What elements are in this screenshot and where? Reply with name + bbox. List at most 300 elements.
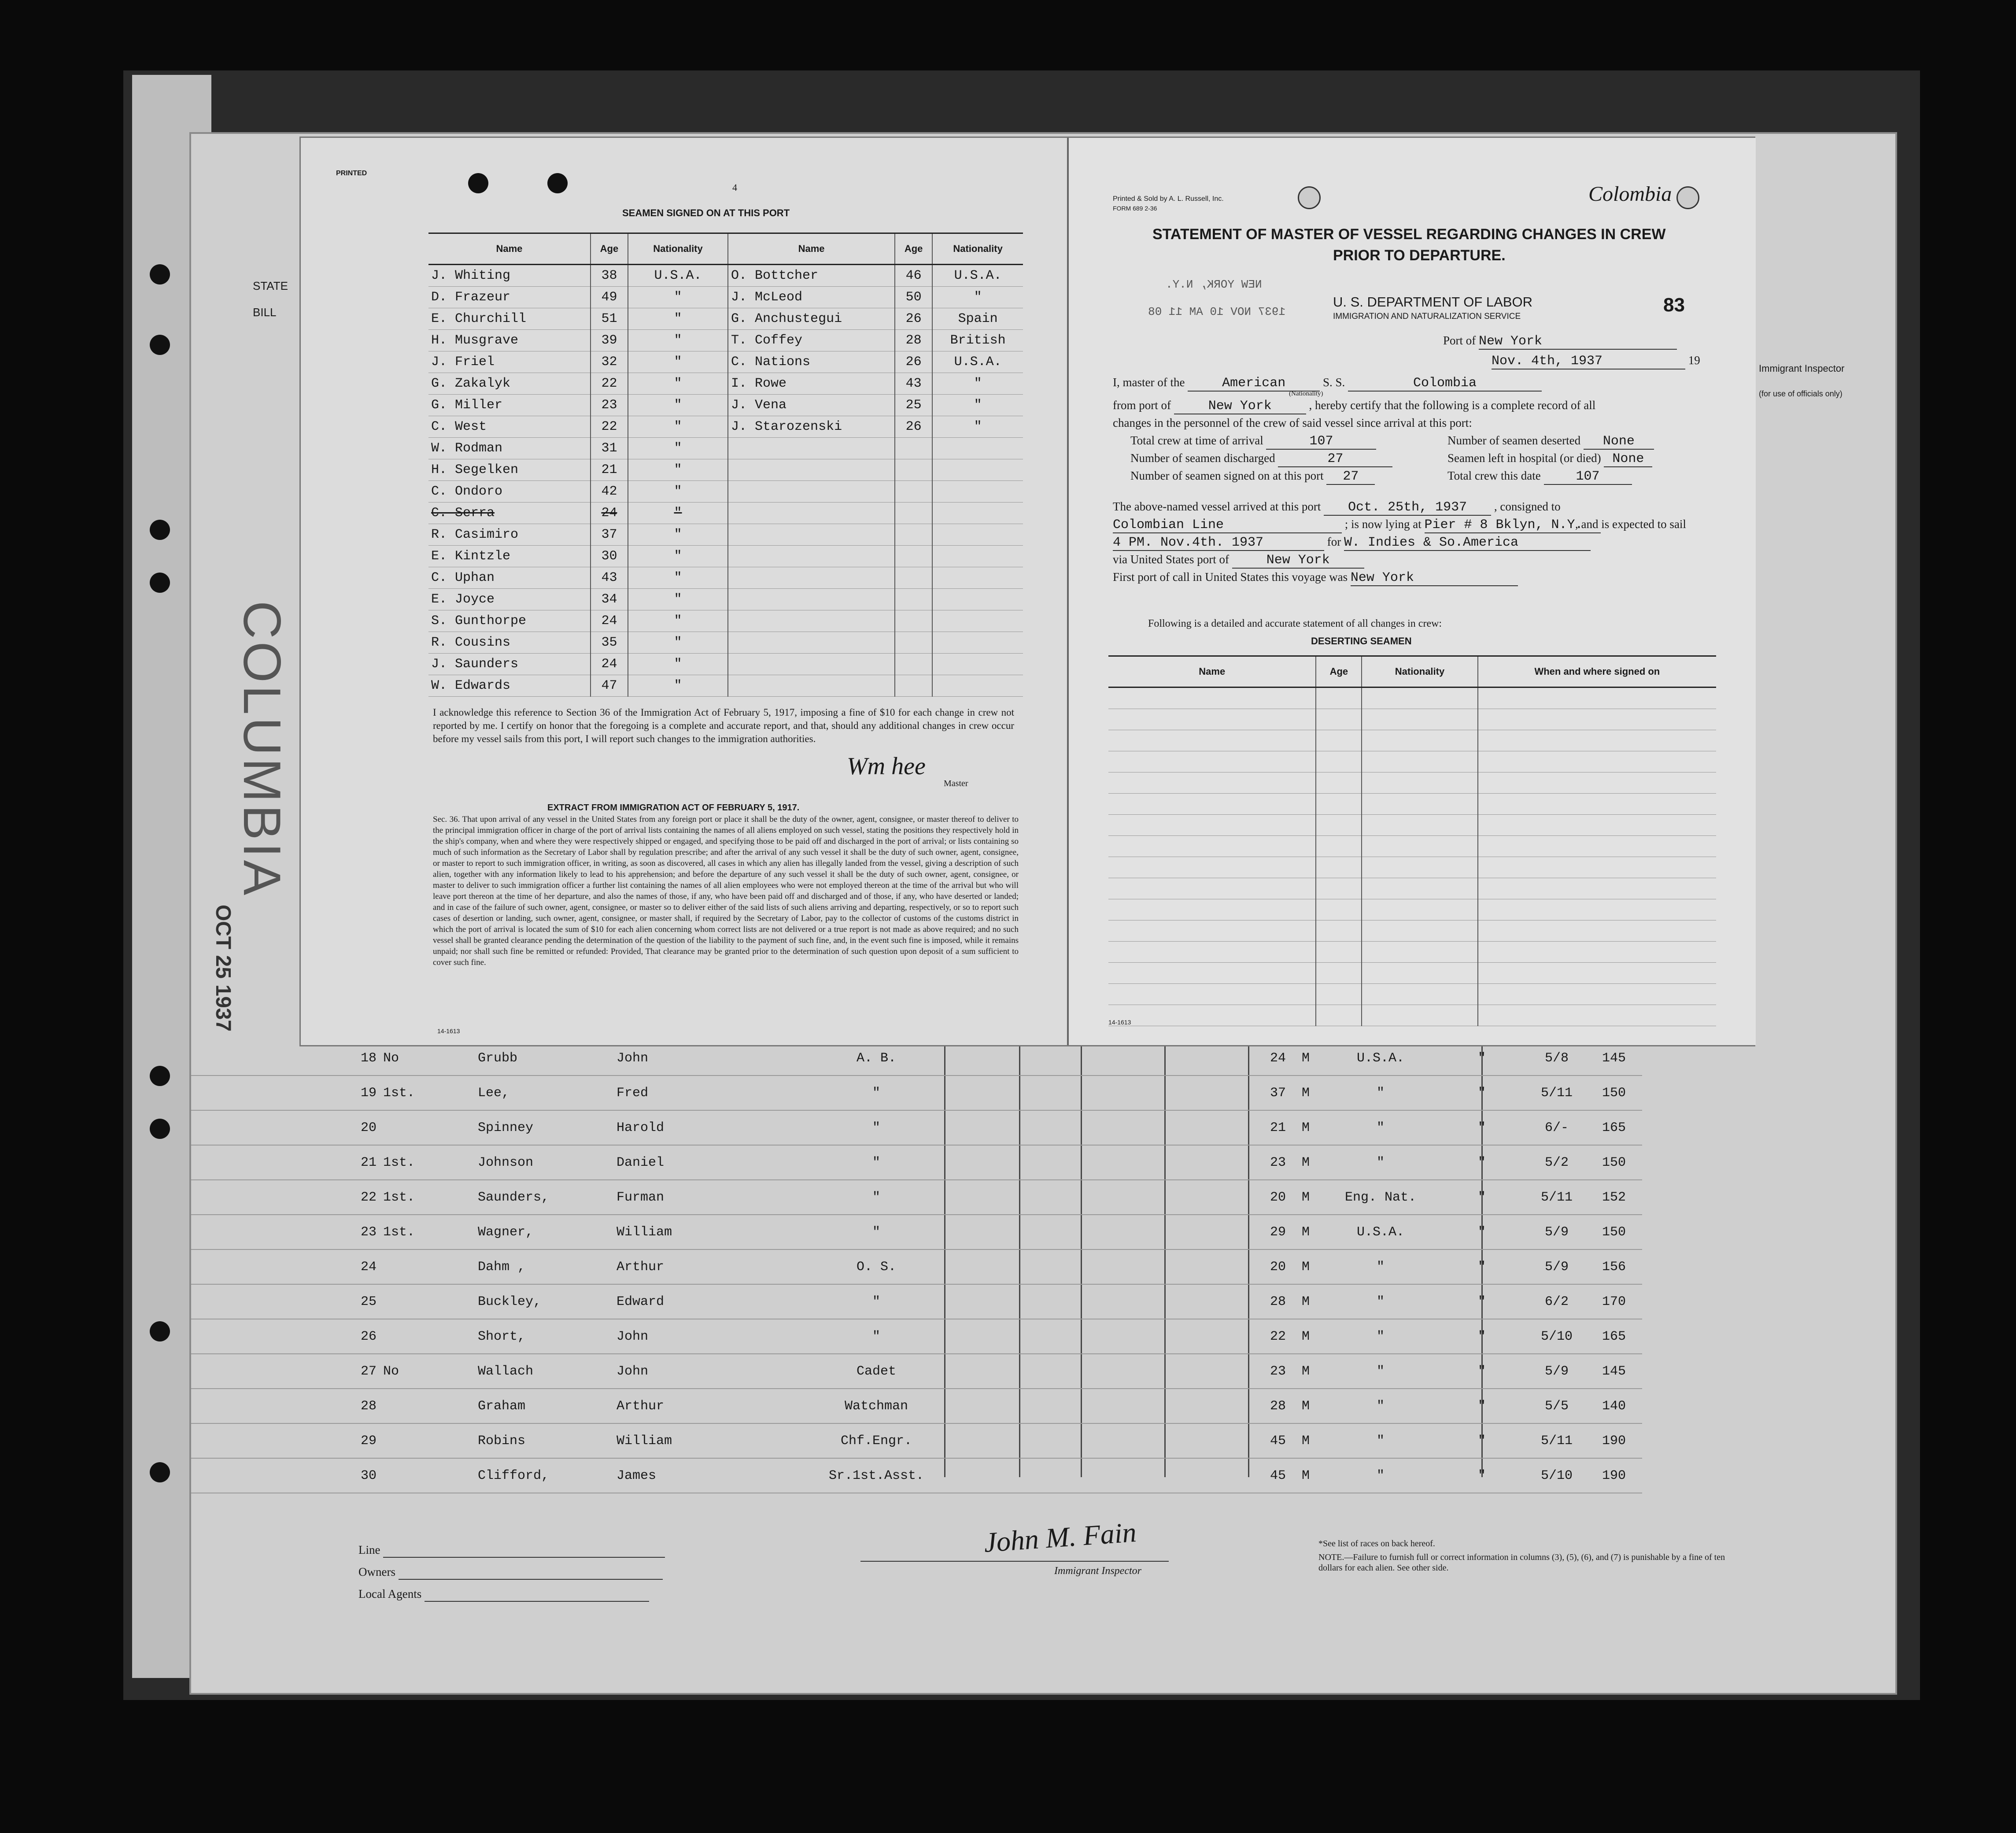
- given-name-cell: John: [616, 1041, 777, 1075]
- empty-cell: [1108, 772, 1316, 794]
- seaman-name: J. Whiting: [428, 265, 591, 287]
- ss-label: S. S.: [1322, 376, 1345, 389]
- age-cell: 21: [982, 1110, 1292, 1145]
- form-number: FORM 689 2-36: [1113, 205, 1157, 212]
- arrived-label: The above-named vessel arrived at this port: [1113, 500, 1321, 513]
- ditto-cell: ": [1442, 1423, 1528, 1458]
- empty-cell: [1478, 963, 1716, 984]
- empty-cell: [1316, 772, 1362, 794]
- weight-cell: 140: [1591, 1389, 1642, 1423]
- weight-cell: 150: [1591, 1075, 1642, 1110]
- sex-cell: M: [1292, 1389, 1325, 1423]
- master-statement-sheet: [299, 137, 1755, 1046]
- table-row: [191, 1249, 1642, 1284]
- seaman-nationality: [932, 589, 1023, 610]
- seaman-nationality: ": [628, 481, 728, 503]
- seaman-age: 38: [591, 265, 628, 287]
- weight-cell: 190: [1591, 1458, 1642, 1493]
- date-value: Nov. 4th, 1937: [1492, 354, 1685, 370]
- status-cell: [383, 1389, 477, 1423]
- empty-cell: [1316, 878, 1362, 899]
- first-port-label: First port of call in United States this voyage was: [1113, 570, 1348, 584]
- nationality-cell: ": [1325, 1389, 1442, 1423]
- status-cell: 1st.: [383, 1180, 477, 1215]
- ditto-cell: ": [1442, 1180, 1528, 1215]
- seaman-name: W. Edwards: [428, 675, 591, 697]
- consignee-line: [1113, 517, 1601, 533]
- empty-cell: [1362, 709, 1477, 730]
- col-name-2: Name: [728, 233, 895, 265]
- row-number: 26: [191, 1319, 383, 1354]
- table-row: [191, 1423, 1642, 1458]
- seaman-age: 39: [591, 330, 628, 351]
- seaman-nationality: ": [932, 416, 1023, 438]
- empty-cell: [1362, 899, 1477, 920]
- deserting-table: [1108, 655, 1716, 1026]
- master-of-line: [1113, 376, 1542, 392]
- seaman-name: C. Ondoro: [428, 481, 591, 503]
- table-row: [191, 1075, 1642, 1110]
- seaman-nationality: ": [628, 308, 728, 330]
- deserting-col-nat: Nationality: [1362, 656, 1477, 687]
- port-line: [1443, 334, 1677, 350]
- seaman-nationality: [932, 567, 1023, 589]
- given-name-cell: John: [616, 1354, 777, 1389]
- empty-cell: [1108, 857, 1316, 878]
- rating-cell: Cadet: [777, 1354, 982, 1389]
- surname-cell: Buckley,: [477, 1284, 616, 1319]
- received-stamp-2: NEW YORK, N.Y.: [1166, 278, 1262, 291]
- nationality-cell: ": [1325, 1423, 1442, 1458]
- vessel-name-stamp: COLUMBIA: [233, 601, 292, 898]
- status-cell: [383, 1458, 477, 1493]
- seaman-name: [728, 481, 895, 503]
- empty-cell: [1478, 730, 1716, 751]
- seaman-nationality: U.S.A.: [932, 265, 1023, 287]
- empty-cell: [1316, 984, 1362, 1005]
- table-row: [428, 287, 1023, 308]
- surname-cell: Short,: [477, 1319, 616, 1354]
- sex-cell: M: [1292, 1180, 1325, 1215]
- seaman-name: C. West: [428, 416, 591, 438]
- given-name-cell: Edward: [616, 1284, 777, 1319]
- binder-hole: [150, 335, 170, 355]
- surname-cell: Lee,: [477, 1075, 616, 1110]
- age-cell: 29: [982, 1215, 1292, 1249]
- table-row: [428, 330, 1023, 351]
- status-cell: 1st.: [383, 1215, 477, 1249]
- seaman-nationality: ": [628, 589, 728, 610]
- table-row: [191, 1389, 1642, 1423]
- agents-field: [425, 1587, 649, 1602]
- seaman-nationality: ": [628, 524, 728, 546]
- surname-cell: Saunders,: [477, 1180, 616, 1215]
- form-code-right: 14-1613: [1108, 1019, 1131, 1026]
- table-row: [428, 395, 1023, 416]
- arrival-crew-line: [1130, 434, 1376, 450]
- ditto-cell: ": [1442, 1389, 1528, 1423]
- empty-cell: [1108, 836, 1316, 857]
- table-row: [191, 1458, 1642, 1493]
- empty-cell: [1362, 772, 1477, 794]
- ditto-cell: ": [1442, 1041, 1528, 1075]
- given-name-cell: Fred: [616, 1075, 777, 1110]
- agents-label-text: Local Agents: [358, 1587, 422, 1600]
- rating-cell: ": [777, 1075, 982, 1110]
- seaman-nationality: [932, 481, 1023, 503]
- seaman-nationality: ": [628, 438, 728, 459]
- given-name-cell: William: [616, 1215, 777, 1249]
- owners-field: [399, 1565, 663, 1580]
- printed-mark: PRINTED: [336, 170, 367, 177]
- empty-cell: [1362, 920, 1477, 942]
- inspector-signature-line: [860, 1561, 1169, 1562]
- seaman-nationality: [932, 524, 1023, 546]
- row-number: 29: [191, 1423, 383, 1458]
- seaman-nationality: [932, 546, 1023, 567]
- deserting-col-name: Name: [1108, 656, 1316, 687]
- seaman-age: 34: [591, 589, 628, 610]
- consignee-value: Colombian Line: [1113, 517, 1342, 533]
- seaman-nationality: U.S.A.: [628, 265, 728, 287]
- ditto-cell: ": [1442, 1215, 1528, 1249]
- signed-on-table: [428, 233, 1023, 697]
- empty-cell: [1478, 687, 1716, 709]
- binder-hole: [1676, 186, 1699, 209]
- table-row: [191, 1145, 1642, 1180]
- first-port-value: New York: [1351, 570, 1518, 586]
- seaman-nationality: ": [932, 395, 1023, 416]
- from-port-line: [1113, 399, 1595, 414]
- given-name-cell: Arthur: [616, 1249, 777, 1284]
- seaman-age: 30: [591, 546, 628, 567]
- seaman-age: 22: [591, 416, 628, 438]
- ditto-cell: ": [1442, 1075, 1528, 1110]
- age-cell: 23: [982, 1354, 1292, 1389]
- weight-cell: 170: [1591, 1284, 1642, 1319]
- given-name-cell: Arthur: [616, 1389, 777, 1423]
- seaman-name: [728, 610, 895, 632]
- seaman-name: J. McLeod: [728, 287, 895, 308]
- consigned-label: , consigned to: [1494, 500, 1561, 513]
- via-label: via United States port of: [1113, 553, 1229, 566]
- table-row: [1108, 836, 1716, 857]
- empty-cell: [1108, 942, 1316, 963]
- seaman-name: R. Cousins: [428, 632, 591, 654]
- seaman-age: 49: [591, 287, 628, 308]
- owners-label-text: Owners: [358, 1565, 395, 1578]
- seaman-name: [728, 632, 895, 654]
- nationality-cell: ": [1325, 1284, 1442, 1319]
- inspector-side-note: Immigrant Inspector: [1759, 363, 1845, 374]
- sex-cell: M: [1292, 1319, 1325, 1354]
- deserted-label: Number of seamen deserted: [1447, 434, 1581, 447]
- port-label: Port of: [1443, 334, 1476, 347]
- empty-cell: [1362, 984, 1477, 1005]
- empty-cell: [1362, 730, 1477, 751]
- seaman-age: 42: [591, 481, 628, 503]
- seaman-name: I. Rowe: [728, 373, 895, 395]
- binder-hole: [150, 520, 170, 540]
- date-stamp: OCT 25 1937: [211, 905, 235, 1032]
- seaman-nationality: [932, 459, 1023, 481]
- empty-cell: [1316, 836, 1362, 857]
- empty-cell: [1362, 815, 1477, 836]
- deserted-value: None: [1584, 434, 1654, 450]
- empty-cell: [1108, 963, 1316, 984]
- row-number: 30: [191, 1458, 383, 1493]
- nationality-cell: U.S.A.: [1325, 1041, 1442, 1075]
- extract-heading: EXTRACT FROM IMMIGRATION ACT OF FEBRUARY 5, 1917.: [547, 803, 800, 813]
- officials-side-note: (for use of officials only): [1759, 389, 1842, 398]
- seaman-age: [895, 610, 932, 632]
- seaman-age: 43: [591, 567, 628, 589]
- from-port-label: from port of: [1113, 399, 1171, 412]
- seaman-nationality: ": [628, 546, 728, 567]
- rating-cell: ": [777, 1110, 982, 1145]
- total-crew-line: [1447, 469, 1632, 485]
- nationality-label: (Nationality): [1289, 390, 1323, 397]
- weight-cell: 190: [1591, 1423, 1642, 1458]
- empty-cell: [1316, 1005, 1362, 1026]
- empty-cell: [1316, 730, 1362, 751]
- sex-cell: M: [1292, 1354, 1325, 1389]
- empty-cell: [1478, 942, 1716, 963]
- empty-cell: [1316, 794, 1362, 815]
- table-row: [1108, 942, 1716, 963]
- empty-cell: [1362, 794, 1477, 815]
- empty-cell: [1478, 899, 1716, 920]
- age-cell: 28: [982, 1389, 1292, 1423]
- row-number: 20: [191, 1110, 383, 1145]
- deserting-heading: DESERTING SEAMEN: [1311, 636, 1412, 647]
- destination-value: W. Indies & So.America: [1344, 535, 1591, 551]
- table-row: [428, 632, 1023, 654]
- department-name: U. S. DEPARTMENT OF LABOR: [1333, 294, 1533, 310]
- rating-cell: ": [777, 1180, 982, 1215]
- arrival-crew-value: 107: [1266, 434, 1376, 450]
- table-row: [1108, 920, 1716, 942]
- height-cell: 5/9: [1528, 1215, 1591, 1249]
- seaman-age: 37: [591, 524, 628, 546]
- seaman-age: 21: [591, 459, 628, 481]
- weight-cell: 150: [1591, 1145, 1642, 1180]
- table-row: [1108, 1005, 1716, 1026]
- empty-cell: [1108, 1005, 1316, 1026]
- empty-cell: [1478, 984, 1716, 1005]
- seaman-age: [895, 675, 932, 697]
- seaman-name: W. Rodman: [428, 438, 591, 459]
- row-number: 19: [191, 1075, 383, 1110]
- certify-text: , hereby certify that the following is a complete record of all: [1309, 399, 1596, 412]
- seaman-nationality: ": [932, 287, 1023, 308]
- rating-cell: ": [777, 1319, 982, 1354]
- empty-cell: [1362, 963, 1477, 984]
- seaman-name: G. Anchustegui: [728, 308, 895, 330]
- empty-cell: [1316, 920, 1362, 942]
- age-cell: 45: [982, 1423, 1292, 1458]
- sex-cell: M: [1292, 1075, 1325, 1110]
- sex-cell: M: [1292, 1284, 1325, 1319]
- lying-value: Pier # 8 Bklyn, N.Y.: [1425, 517, 1601, 533]
- line-label: [358, 1543, 665, 1558]
- seaman-age: [895, 546, 932, 567]
- arrived-value: Oct. 25th, 1937: [1324, 500, 1491, 516]
- empty-cell: [1316, 942, 1362, 963]
- table-row: [428, 416, 1023, 438]
- from-port-value: New York: [1174, 399, 1306, 414]
- seaman-nationality: ": [628, 351, 728, 373]
- seaman-age: [895, 632, 932, 654]
- age-cell: 22: [982, 1319, 1292, 1354]
- seaman-name: [728, 589, 895, 610]
- via-line: [1113, 553, 1364, 569]
- binder-hole: [1298, 186, 1321, 209]
- sail-value: 4 PM. Nov.4th. 1937: [1113, 535, 1324, 551]
- status-cell: [383, 1249, 477, 1284]
- rating-cell: Chf.Engr.: [777, 1423, 982, 1458]
- empty-cell: [1362, 687, 1477, 709]
- nationality-cell: ": [1325, 1145, 1442, 1180]
- changes-line: changes in the personnel of the crew of said vessel since arrival at this port:: [1113, 416, 1472, 429]
- seaman-name: C. Nations: [728, 351, 895, 373]
- seaman-name: C. Serra: [428, 503, 591, 524]
- signed-on-label: Number of seamen signed on at this port: [1130, 469, 1324, 482]
- sex-cell: M: [1292, 1041, 1325, 1075]
- following-text: Following is a detailed and accurate statement of all changes in crew:: [1148, 618, 1442, 629]
- races-note: *See list of races on back hereof.: [1318, 1539, 1435, 1548]
- empty-cell: [1362, 751, 1477, 772]
- seaman-name: C. Uphan: [428, 567, 591, 589]
- table-row: [428, 654, 1023, 675]
- age-cell: 37: [982, 1075, 1292, 1110]
- age-cell: 28: [982, 1284, 1292, 1319]
- seaman-name: E. Joyce: [428, 589, 591, 610]
- table-row: [428, 459, 1023, 481]
- discharged-value: 27: [1278, 451, 1392, 467]
- nationality-value: American: [1188, 376, 1320, 392]
- height-cell: 5/9: [1528, 1354, 1591, 1389]
- weight-cell: 150: [1591, 1215, 1642, 1249]
- status-cell: 1st.: [383, 1075, 477, 1110]
- table-row: [428, 567, 1023, 589]
- hospital-value: None: [1604, 451, 1652, 467]
- table-row: [191, 1319, 1642, 1354]
- empty-cell: [1478, 772, 1716, 794]
- table-row: [428, 675, 1023, 697]
- for-label: for: [1327, 535, 1341, 548]
- arrival-crew-label: Total crew at time of arrival: [1130, 434, 1263, 447]
- seaman-age: 32: [591, 351, 628, 373]
- height-cell: 5/10: [1528, 1319, 1591, 1354]
- status-cell: [383, 1284, 477, 1319]
- received-stamp: 1937 NOV 10 AM 11 08: [1148, 305, 1286, 318]
- total-crew-label: Total crew this date: [1447, 469, 1541, 482]
- table-row: [428, 308, 1023, 330]
- age-cell: 23: [982, 1145, 1292, 1180]
- form-code-left: 14-1613: [437, 1027, 460, 1035]
- row-number: 27: [191, 1354, 383, 1389]
- table-row: [428, 481, 1023, 503]
- page-number: 4: [732, 182, 737, 193]
- rating-cell: ": [777, 1284, 982, 1319]
- expected-label: , and is expected to sail: [1575, 517, 1686, 531]
- seaman-name: [728, 459, 895, 481]
- seaman-nationality: ": [628, 567, 728, 589]
- seaman-age: 26: [895, 351, 932, 373]
- table-row: [1108, 857, 1716, 878]
- surname-cell: Wagner,: [477, 1215, 616, 1249]
- empty-cell: [1108, 984, 1316, 1005]
- nationality-cell: ": [1325, 1354, 1442, 1389]
- given-name-cell: John: [616, 1319, 777, 1354]
- height-cell: 5/11: [1528, 1423, 1591, 1458]
- table-row: [1108, 794, 1716, 815]
- nationality-cell: Eng. Nat.: [1325, 1180, 1442, 1215]
- table-row: [1108, 709, 1716, 730]
- seaman-age: [895, 524, 932, 546]
- year-prefix: 19: [1688, 354, 1700, 367]
- age-cell: 20: [982, 1180, 1292, 1215]
- col-nat-1: Nationality: [628, 233, 728, 265]
- col-nat-2: Nationality: [932, 233, 1023, 265]
- via-value: New York: [1232, 553, 1364, 569]
- crew-manifest-table: [191, 1041, 1642, 1493]
- hospital-line: [1447, 451, 1652, 467]
- binder-hole: [150, 1462, 170, 1482]
- seaman-nationality: [932, 654, 1023, 675]
- binder-hole: [468, 173, 488, 193]
- seaman-name: J. Saunders: [428, 654, 591, 675]
- age-cell: 45: [982, 1458, 1292, 1493]
- empty-cell: [1362, 942, 1477, 963]
- seaman-name: D. Frazeur: [428, 287, 591, 308]
- seaman-age: 24: [591, 654, 628, 675]
- row-number: 23: [191, 1215, 383, 1249]
- table-row: [1108, 687, 1716, 709]
- sex-cell: M: [1292, 1249, 1325, 1284]
- table-row: [1108, 751, 1716, 772]
- nationality-cell: ": [1325, 1319, 1442, 1354]
- age-cell: 24: [982, 1041, 1292, 1075]
- seaman-name: H. Segelken: [428, 459, 591, 481]
- seaman-nationality: ": [628, 330, 728, 351]
- side-label-bill: BILL: [253, 306, 277, 319]
- seaman-name: G. Miller: [428, 395, 591, 416]
- table-row: [191, 1180, 1642, 1215]
- seaman-nationality: [932, 610, 1023, 632]
- seaman-age: 46: [895, 265, 932, 287]
- table-row: [1108, 899, 1716, 920]
- table-row: [428, 589, 1023, 610]
- empty-cell: [1316, 751, 1362, 772]
- row-number: 22: [191, 1180, 383, 1215]
- seaman-nationality: [932, 675, 1023, 697]
- seaman-name: [728, 675, 895, 697]
- binder-hole: [547, 173, 568, 193]
- empty-cell: [1108, 815, 1316, 836]
- height-cell: 5/2: [1528, 1145, 1591, 1180]
- seaman-name: [728, 654, 895, 675]
- height-cell: 5/11: [1528, 1075, 1591, 1110]
- weight-cell: 156: [1591, 1249, 1642, 1284]
- status-cell: 1st.: [383, 1145, 477, 1180]
- seaman-age: 35: [591, 632, 628, 654]
- col-age-2: Age: [895, 233, 932, 265]
- seaman-age: 23: [591, 395, 628, 416]
- seaman-nationality: ": [628, 373, 728, 395]
- seaman-nationality: [932, 438, 1023, 459]
